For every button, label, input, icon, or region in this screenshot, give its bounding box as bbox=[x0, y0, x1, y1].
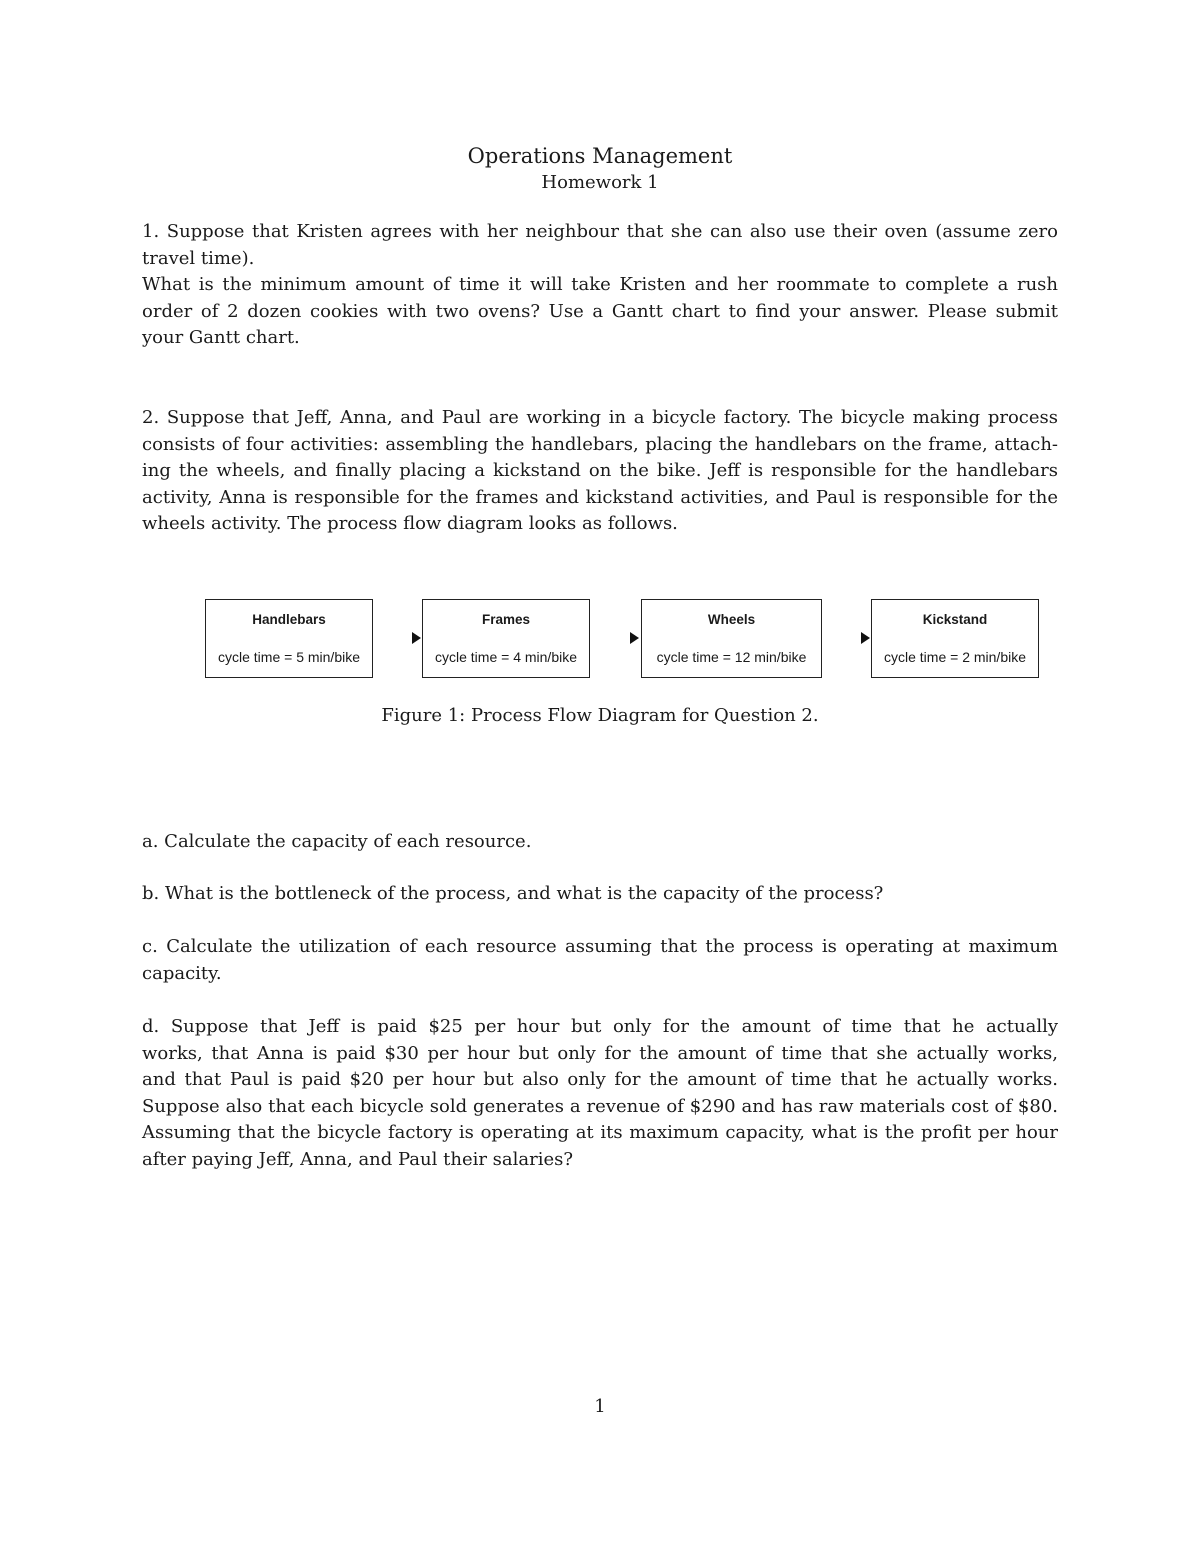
question-2-line: 2. Suppose that Jeff, Anna, and Paul are working in a bicycle factory. The bicycle making process bbox=[142, 407, 1058, 428]
step-name: Handlebars bbox=[252, 612, 326, 627]
flow-arrow-icon bbox=[412, 632, 421, 644]
process-step-handlebars bbox=[205, 599, 373, 678]
step-cycle-time: cycle time = 12 min/bike bbox=[656, 649, 807, 665]
process-step-frames bbox=[422, 599, 590, 678]
question-2d-line: and that Paul is paid $20 per hour but also only for the amount of time that he actually works. bbox=[142, 1069, 1058, 1091]
question-2d-line: d. Suppose that Jeff is paid $25 per hour but only for the amount of time that he actually bbox=[142, 1016, 1058, 1037]
question-2d-line: after paying Jeff, Anna, and Paul their salaries? bbox=[142, 1148, 574, 1170]
question-2-line: wheels activity. The process flow diagram looks as follows. bbox=[142, 513, 678, 535]
question-2c bbox=[142, 934, 1058, 987]
question-2d-line: Suppose also that each bicycle sold generates a revenue of $290 and has raw materials cost of $80. bbox=[142, 1095, 1058, 1117]
process-step-kickstand bbox=[871, 599, 1039, 678]
flow-arrow-icon bbox=[630, 632, 639, 644]
step-cycle-time: cycle time = 2 min/bike bbox=[884, 649, 1026, 665]
question-1-line: travel time). bbox=[142, 247, 255, 269]
step-name: Kickstand bbox=[922, 612, 988, 627]
question-1-line: your Gantt chart. bbox=[142, 327, 300, 349]
step-cycle-time: cycle time = 4 min/bike bbox=[435, 649, 577, 665]
question-2b bbox=[142, 881, 1058, 908]
question-1 bbox=[142, 219, 1058, 352]
document-subtitle: Homework 1 bbox=[541, 172, 659, 193]
question-2d-line: works, that Anna is paid $30 per hour but only for the amount of time that she actually works, bbox=[142, 1042, 1058, 1064]
question-2c-line: c. Calculate the utilization of each resource assuming that the process is operating at maximum bbox=[142, 936, 1058, 957]
question-2-line: activity, Anna is responsible for the frames and kickstand activities, and Paul is responsible for the bbox=[142, 486, 1058, 508]
document-title: Operations Management bbox=[467, 144, 733, 168]
question-2-line: consists of four activities: assembling the handlebars, placing the handlebars on the frame, attach- bbox=[142, 433, 1058, 455]
step-cycle-time: cycle time = 5 min/bike bbox=[218, 649, 360, 665]
page-number: 1 bbox=[594, 1396, 606, 1417]
question-2b-line: b. What is the bottleneck of the process, and what is the capacity of the process? bbox=[142, 883, 884, 904]
question-1-line: What is the minimum amount of time it will take Kristen and her roommate to complete a rush bbox=[142, 274, 1058, 296]
question-2d bbox=[142, 1014, 1058, 1174]
step-name: Wheels bbox=[707, 612, 756, 627]
question-1-line: order of 2 dozen cookies with two ovens? Use a Gantt chart to find your answer. Please submit bbox=[142, 300, 1058, 322]
question-2c-line: capacity. bbox=[142, 962, 222, 984]
question-1-line: 1. Suppose that Kristen agrees with her neighbour that she can also use their oven (assume zero bbox=[142, 221, 1058, 242]
question-2a bbox=[142, 829, 1058, 856]
step-name: Frames bbox=[481, 612, 531, 627]
question-2-line: ing the wheels, and finally placing a kickstand on the bike. Jeff is responsible for the handlebars bbox=[142, 460, 1058, 482]
question-2a-line: a. Calculate the capacity of each resource. bbox=[142, 831, 532, 852]
figure-caption: Figure 1: Process Flow Diagram for Question 2. bbox=[381, 705, 819, 726]
flow-arrow-icon bbox=[861, 632, 870, 644]
question-2d-line: Assuming that the bicycle factory is operating at its maximum capacity, what is the profit per hour bbox=[142, 1122, 1058, 1144]
process-step-wheels bbox=[641, 599, 822, 678]
question-2 bbox=[142, 405, 1058, 538]
